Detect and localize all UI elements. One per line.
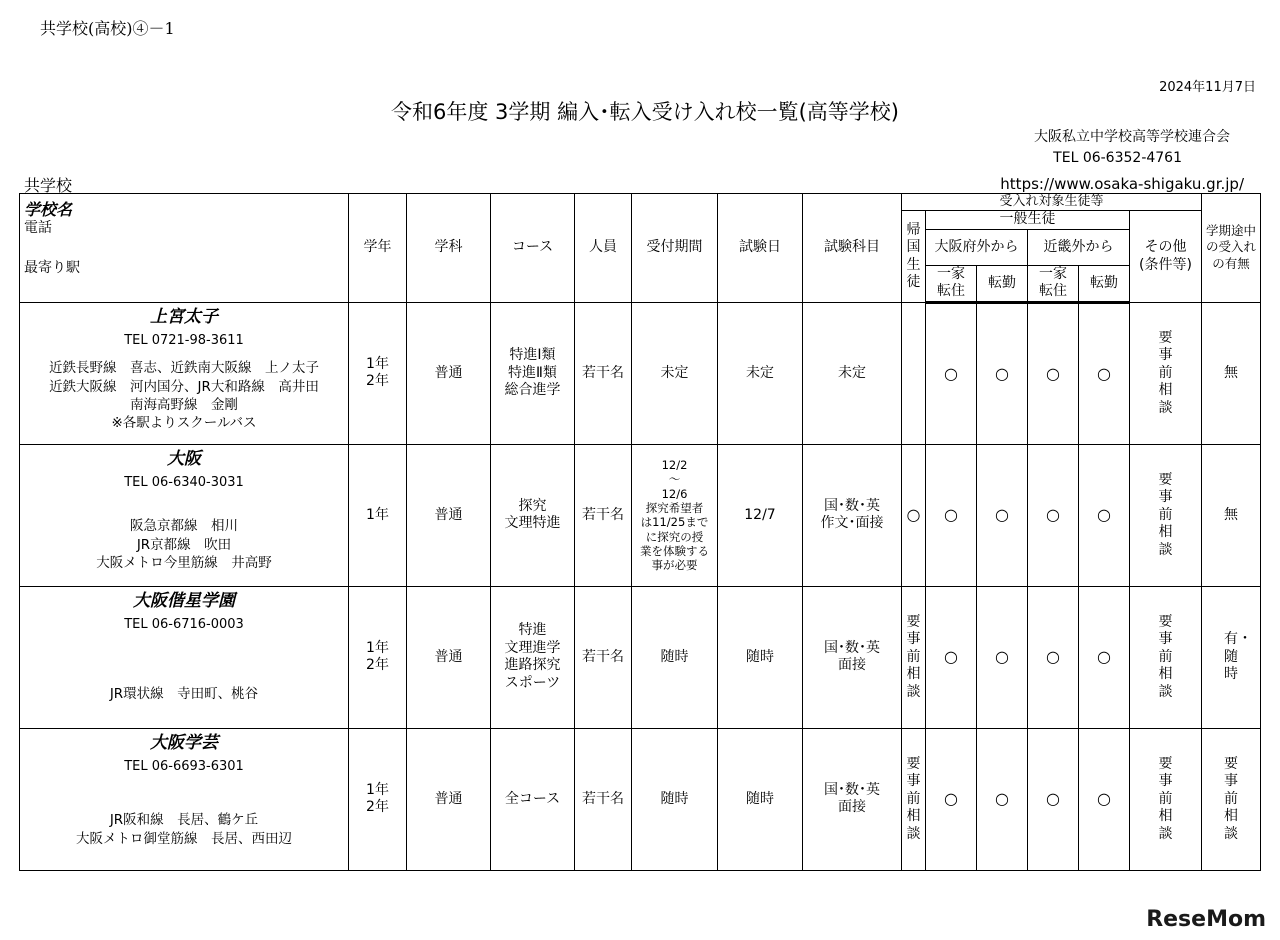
period-cell: 随時 — [632, 728, 718, 870]
midterm-value: 無 — [1224, 364, 1239, 381]
organization-tel: TEL 06-6352-4761 — [1053, 150, 1182, 166]
midterm-cell — [1202, 728, 1261, 870]
midterm-cell — [1202, 586, 1261, 728]
header-midterm — [1202, 194, 1261, 303]
table-row — [20, 728, 1261, 870]
period-cell: 随時 — [632, 586, 718, 728]
returnee-cell — [902, 444, 926, 586]
course-cell: 特進 文理進学 進路探究 スポーツ — [491, 586, 575, 728]
header-exam-date: 試験日 — [718, 194, 803, 303]
header-other-title: その他 — [1144, 239, 1187, 255]
subjects-cell: 未定 — [803, 302, 902, 444]
school-stations: 阪急京都線 相川 JR京都線 吹田 大阪メトロ今里筋線 井高野 — [96, 518, 272, 571]
subjects-cell: 国･数･英 面接 — [803, 728, 902, 870]
period-cell: 12/2 ～ 12/6 探究希望者 は11/25まで に探究の授 業を体験する 事が必要 — [632, 444, 718, 586]
osaka-family-cell: ○ — [926, 302, 977, 444]
organization-name: 大阪私立中学校高等学校連合会 — [1034, 129, 1230, 145]
subjects-cell: 国･数･英 作文･面接 — [803, 444, 902, 586]
header-outside-osaka: 大阪府外から — [926, 229, 1028, 265]
course-cell: 特進Ⅰ類 特進Ⅱ類 総合進学 — [491, 302, 575, 444]
table-row — [20, 302, 1261, 444]
dept-cell: 普通 — [407, 586, 491, 728]
returnee-cell — [902, 586, 926, 728]
dept-cell: 普通 — [407, 728, 491, 870]
capacity-cell: 若干名 — [575, 444, 632, 586]
header-school-name: 学校名 — [24, 200, 73, 219]
course-cell: 全コース — [491, 728, 575, 870]
course-cell: 探究 文理特進 — [491, 444, 575, 586]
osaka-family-cell: ○ — [926, 586, 977, 728]
returnee-cell — [902, 728, 926, 870]
header-kinki-transfer: 転勤 — [1079, 265, 1130, 302]
exam-date-cell: 随時 — [718, 586, 803, 728]
school-table — [19, 193, 1261, 871]
header-other-sub: (条件等) — [1139, 256, 1192, 273]
osaka-transfer-cell: ○ — [977, 444, 1028, 586]
exam-date-cell: 未定 — [718, 302, 803, 444]
returnee-cell — [902, 302, 926, 444]
section-label: 共学校 — [24, 176, 73, 195]
resemom-logo: ReseMom — [1146, 907, 1266, 932]
kinki-family-cell: ○ — [1028, 728, 1079, 870]
kinki-family-cell: ○ — [1028, 444, 1079, 586]
school-cell — [20, 444, 349, 586]
school-name: 大阪 — [167, 448, 201, 469]
capacity-cell: 若干名 — [575, 586, 632, 728]
exam-date-cell: 12/7 — [718, 444, 803, 586]
returnee-value: 要事前相談 — [906, 755, 921, 842]
capacity-cell: 若干名 — [575, 302, 632, 444]
grade-cell: 1年 2年 — [349, 728, 407, 870]
other-value: 要事前相談 — [1158, 755, 1173, 842]
header-capacity: 人員 — [575, 194, 632, 303]
header-midterm-text: 学期途中の受入れの有無 — [1206, 222, 1257, 272]
school-stations: JR阪和線 長居、鶴ケ丘 大阪メトロ御堂筋線 長居、西田辺 — [76, 812, 292, 847]
header-outside-kinki: 近畿外から — [1028, 229, 1130, 265]
header-grade: 学年 — [349, 194, 407, 303]
dept-cell: 普通 — [407, 444, 491, 586]
other-cell — [1130, 586, 1202, 728]
subjects-cell: 国･数･英 面接 — [803, 586, 902, 728]
kinki-family-cell: ○ — [1028, 586, 1079, 728]
header-course: コース — [491, 194, 575, 303]
other-value: 要事前相談 — [1158, 329, 1173, 416]
header-returnee — [902, 211, 926, 303]
exam-date-cell: 随時 — [718, 728, 803, 870]
table-row — [20, 444, 1261, 586]
osaka-transfer-cell: ○ — [977, 728, 1028, 870]
period-cell: 未定 — [632, 302, 718, 444]
header-school-cell — [20, 194, 349, 303]
header-period: 受付期間 — [632, 194, 718, 303]
school-tel: TEL 06-6340-3031 — [124, 475, 244, 491]
osaka-transfer-cell: ○ — [977, 586, 1028, 728]
capacity-cell: 若干名 — [575, 728, 632, 870]
header-osaka-transfer: 転勤 — [977, 265, 1028, 302]
school-cell — [20, 586, 349, 728]
school-tel: TEL 06-6716-0003 — [124, 617, 244, 633]
school-tel: TEL 0721-98-3611 — [124, 333, 244, 349]
kinki-family-cell: ○ — [1028, 302, 1079, 444]
issue-date: 2024年11月7日 — [1159, 80, 1256, 95]
organization-url[interactable]: https://www.osaka-shigaku.gr.jp/ — [1000, 175, 1244, 193]
grade-cell: 1年 2年 — [349, 586, 407, 728]
grade-cell: 1年 — [349, 444, 407, 586]
returnee-value: ○ — [906, 505, 921, 525]
kinki-transfer-cell: ○ — [1079, 444, 1130, 586]
midterm-value: 無 — [1224, 506, 1239, 523]
document-label: 共学校(高校)④－1 — [40, 19, 175, 38]
midterm-value: 有・随時 — [1224, 631, 1253, 682]
table-row — [20, 586, 1261, 728]
other-cell — [1130, 728, 1202, 870]
school-stations: 近鉄長野線 喜志、近鉄南大阪線 上ノ太子 近鉄大阪線 河内国分、JR大和路線 高井田 南海高野線 金剛 ※各駅よりスクールバス — [49, 360, 319, 432]
header-phone: 電話 — [24, 220, 52, 236]
returnee-value: 要事前相談 — [906, 613, 921, 700]
other-cell — [1130, 444, 1202, 586]
header-dept: 学科 — [407, 194, 491, 303]
midterm-cell — [1202, 302, 1261, 444]
other-value: 要事前相談 — [1158, 613, 1173, 700]
kinki-transfer-cell: ○ — [1079, 302, 1130, 444]
midterm-cell — [1202, 444, 1261, 586]
kinki-transfer-cell: ○ — [1079, 586, 1130, 728]
header-returnee-text: 帰国生徒 — [906, 221, 921, 290]
header-osaka-family: 一家 転住 — [926, 265, 977, 302]
header-kinki-family: 一家 転住 — [1028, 265, 1079, 302]
school-name: 上宮太子 — [150, 306, 218, 327]
grade-cell: 1年 2年 — [349, 302, 407, 444]
osaka-family-cell: ○ — [926, 444, 977, 586]
kinki-transfer-cell: ○ — [1079, 728, 1130, 870]
header-target: 受入れ対象生徒等 — [902, 194, 1202, 211]
school-cell — [20, 728, 349, 870]
header-station: 最寄り駅 — [24, 259, 80, 276]
other-cell — [1130, 302, 1202, 444]
dept-cell: 普通 — [407, 302, 491, 444]
school-name: 大阪学芸 — [150, 732, 218, 753]
midterm-value: 要事前相談 — [1224, 755, 1239, 842]
osaka-family-cell: ○ — [926, 728, 977, 870]
school-stations: JR環状線 寺田町、桃谷 — [109, 686, 259, 703]
header-other — [1130, 211, 1202, 303]
header-general: 一般生徒 — [926, 211, 1130, 230]
other-value: 要事前相談 — [1158, 471, 1173, 558]
page-title: 令和6年度 3学期 編入･転入受け入れ校一覧(高等学校) — [391, 100, 899, 124]
school-name: 大阪偕星学園 — [133, 590, 235, 611]
school-tel: TEL 06-6693-6301 — [124, 759, 244, 775]
school-cell — [20, 302, 349, 444]
osaka-transfer-cell: ○ — [977, 302, 1028, 444]
header-subjects: 試験科目 — [803, 194, 902, 303]
